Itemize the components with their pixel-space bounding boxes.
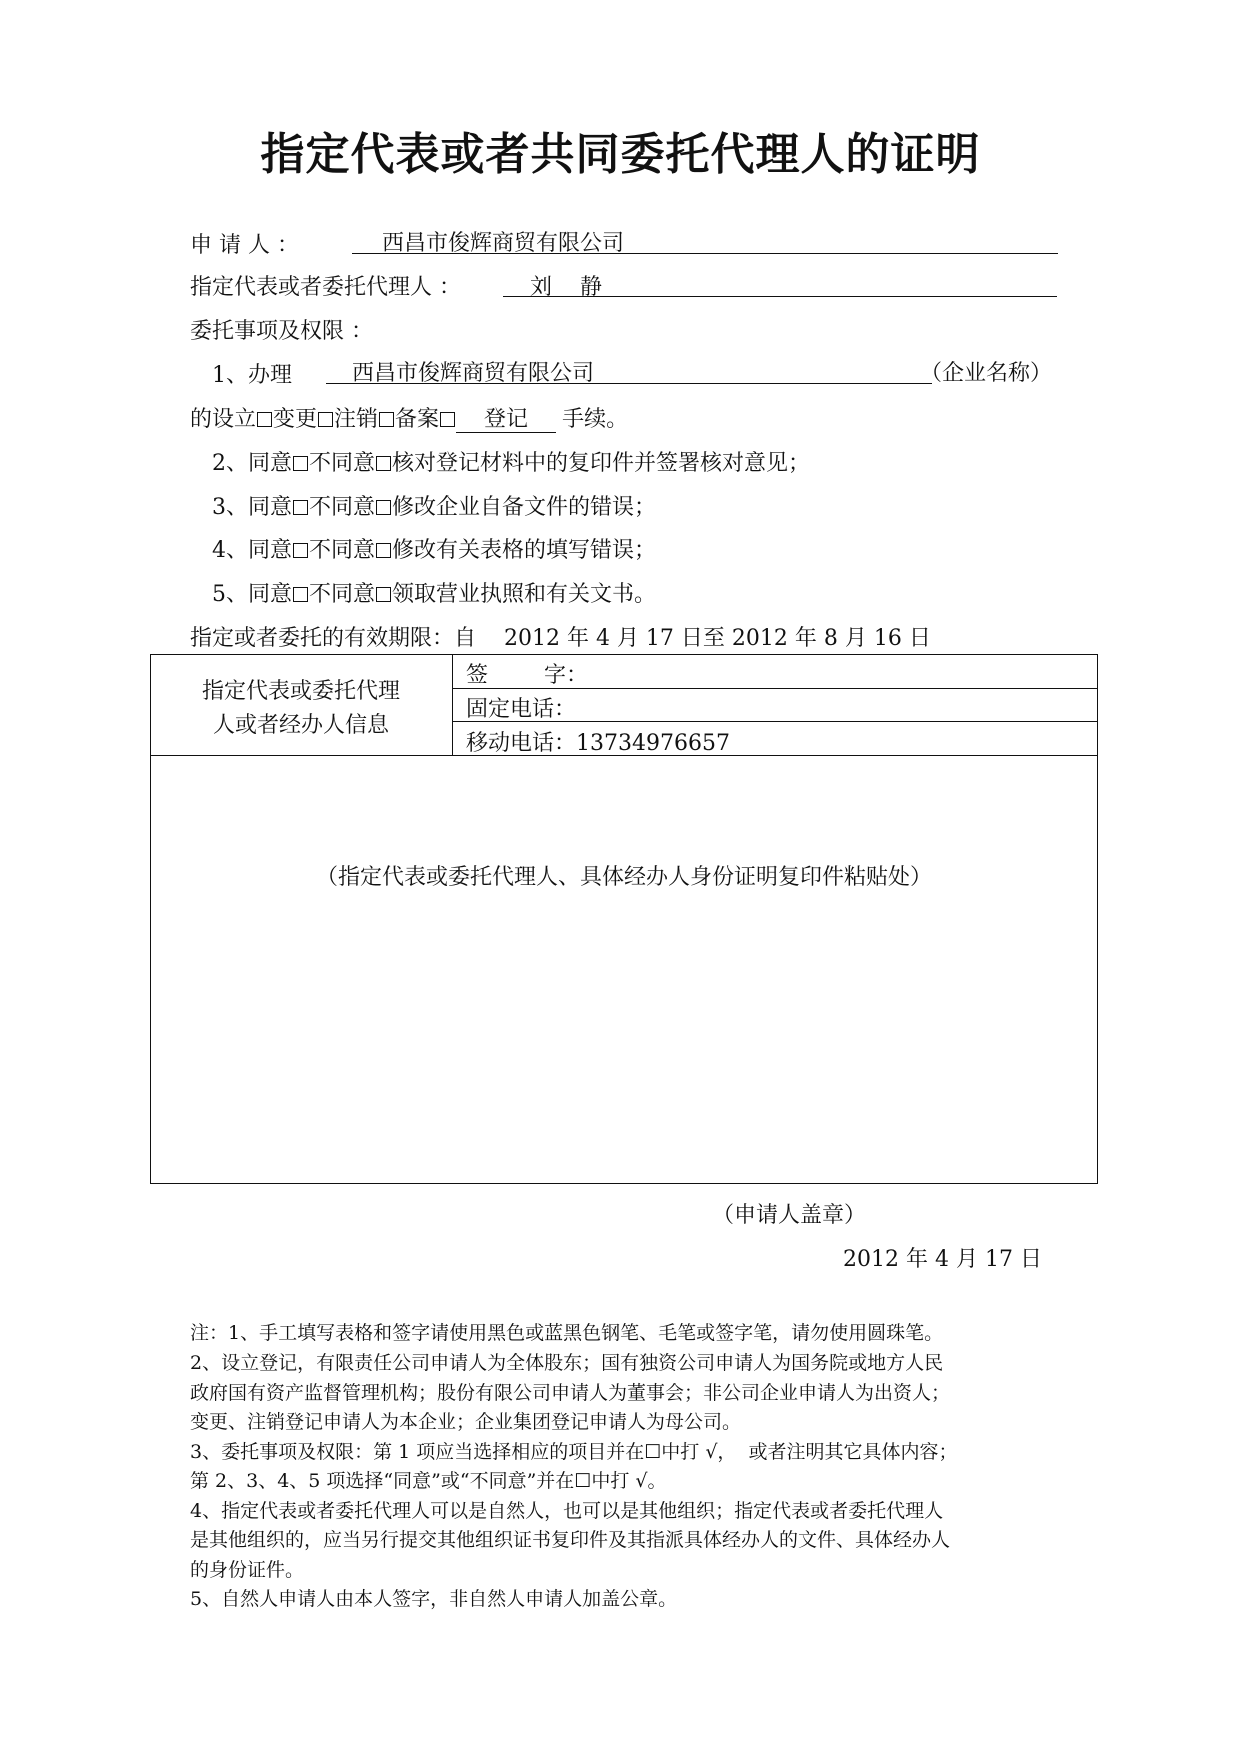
item4-agree-checkbox[interactable]: [293, 543, 308, 558]
item4: [212, 533, 656, 564]
mobile-label: 移动电话：: [466, 731, 577, 756]
item3-text: 修改企业自备文件的错误；: [392, 495, 657, 520]
item1-line2: [190, 402, 628, 433]
note-line-7: 4、指定代表或者委托代理人可以是自然人，也可以是其他组织；指定代表或者委托代理人: [190, 1500, 944, 1522]
note-line-3: 政府国有资产监督管理机构；股份有限公司申请人为董事会；非公司企业申请人为出资人；: [190, 1382, 951, 1404]
note-line-9: 的身份证件。: [190, 1559, 305, 1581]
mobile-phone: [466, 726, 730, 757]
item5-disagree-checkbox[interactable]: [376, 587, 391, 602]
item3-agree-checkbox[interactable]: [293, 500, 308, 515]
item2-agree-label: 2、同意: [212, 451, 292, 476]
setup-label: 的设立: [190, 407, 257, 432]
item2: [212, 446, 810, 477]
note-line-6: 第 2、3、4、5 项选择“同意”或“不同意”并在☐中打 √。: [190, 1470, 667, 1492]
table-divider-vertical: [452, 654, 453, 755]
agent-underline: [503, 296, 1057, 297]
agent-label: 指定代表或者委托代理人 ：: [190, 275, 461, 300]
change-checkbox[interactable]: [318, 412, 333, 427]
page-title: 指定代表或者共同委托代理人的证明: [260, 129, 981, 180]
sign-date: 2012 年 4 月 17 日: [843, 1247, 1042, 1272]
note-line-10: 5、自然人申请人由本人签字，非自然人申请人加盖公章。: [190, 1588, 678, 1610]
agent-info-label-1: 指定代表或委托代理: [201, 679, 400, 704]
item1-company: 西昌市俊辉商贸有限公司: [352, 361, 595, 386]
item3: [212, 490, 656, 521]
applicant-seal: （申请人盖章）: [712, 1203, 867, 1228]
note-line-1: 注：1、手工填写表格和签字请使用黑色或蓝黑色钢笔、毛笔或签字笔，请勿使用圆珠笔。: [190, 1322, 944, 1344]
item4-disagree-label: 不同意: [309, 538, 376, 563]
item5-text: 领取营业执照和有关文书。: [392, 582, 657, 607]
agent-value: 刘 静: [530, 275, 602, 300]
landline-label: 固定电话：: [466, 697, 577, 722]
applicant-label: 申 请 人 ：: [190, 233, 299, 258]
item1-underline: [326, 383, 932, 384]
item4-disagree-checkbox[interactable]: [376, 543, 391, 558]
applicant-underline: [352, 253, 1058, 254]
item3-disagree-checkbox[interactable]: [376, 500, 391, 515]
item5-agree-label: 5、同意: [212, 582, 292, 607]
item4-agree-label: 4、同意: [212, 538, 292, 563]
mobile-value: 13734976657: [576, 731, 730, 756]
change-label: 变更: [273, 407, 318, 432]
matters-label: 委托事项及权限 ：: [190, 319, 373, 344]
procedure-label: 手续。: [562, 407, 629, 432]
item5-agree-checkbox[interactable]: [293, 587, 308, 602]
validity-period: 指定或者委托的有效期限：自 2012 年 4 月 17 日至 2012 年 8 月 16 日: [190, 626, 931, 651]
item2-agree-checkbox[interactable]: [293, 456, 308, 471]
applicant-value: 西昌市俊辉商贸有限公司: [382, 231, 625, 256]
note-line-2: 2、设立登记，有限责任公司申请人为全体股东；国有独资公司申请人为国务院或地方人民: [190, 1352, 944, 1374]
item2-disagree-label: 不同意: [309, 451, 376, 476]
item4-text: 修改有关表格的填写错误；: [392, 538, 657, 563]
signature-label: 签 字：: [466, 663, 588, 688]
note-line-4: 变更、注销登记申请人为本企业；企业集团登记申请人为母公司。: [190, 1411, 742, 1433]
item1-prefix: 1、办理: [212, 363, 292, 388]
item2-disagree-checkbox[interactable]: [376, 456, 391, 471]
note-line-5: 3、委托事项及权限：第 1 项应当选择相应的项目并在☐中打 √， 或者注明其它具体内容；: [190, 1441, 958, 1463]
record-label: 备案: [395, 407, 440, 432]
item3-disagree-label: 不同意: [309, 495, 376, 520]
setup-checkbox[interactable]: [257, 412, 272, 427]
item2-text: 核对登记材料中的复印件并签署核对意见；: [392, 451, 811, 476]
item5-disagree-label: 不同意: [309, 582, 376, 607]
item5: [212, 577, 656, 608]
id-copy-paste-area: （指定代表或委托代理人、具体经办人身份证明复印件粘贴处）: [315, 865, 932, 890]
cancel-checkbox[interactable]: [379, 412, 394, 427]
item1-suffix: （企业名称）: [920, 361, 1053, 386]
agent-info-label-2: 人或者经办人信息: [212, 713, 389, 738]
record-checkbox[interactable]: [440, 412, 455, 427]
item3-agree-label: 3、同意: [212, 495, 292, 520]
note-line-8: 是其他组织的，应当另行提交其他组织证书复印件及其指派具体经办人的文件、具体经办人: [190, 1529, 951, 1551]
cancel-label: 注销: [334, 407, 379, 432]
registration-value: 登记: [456, 408, 556, 433]
